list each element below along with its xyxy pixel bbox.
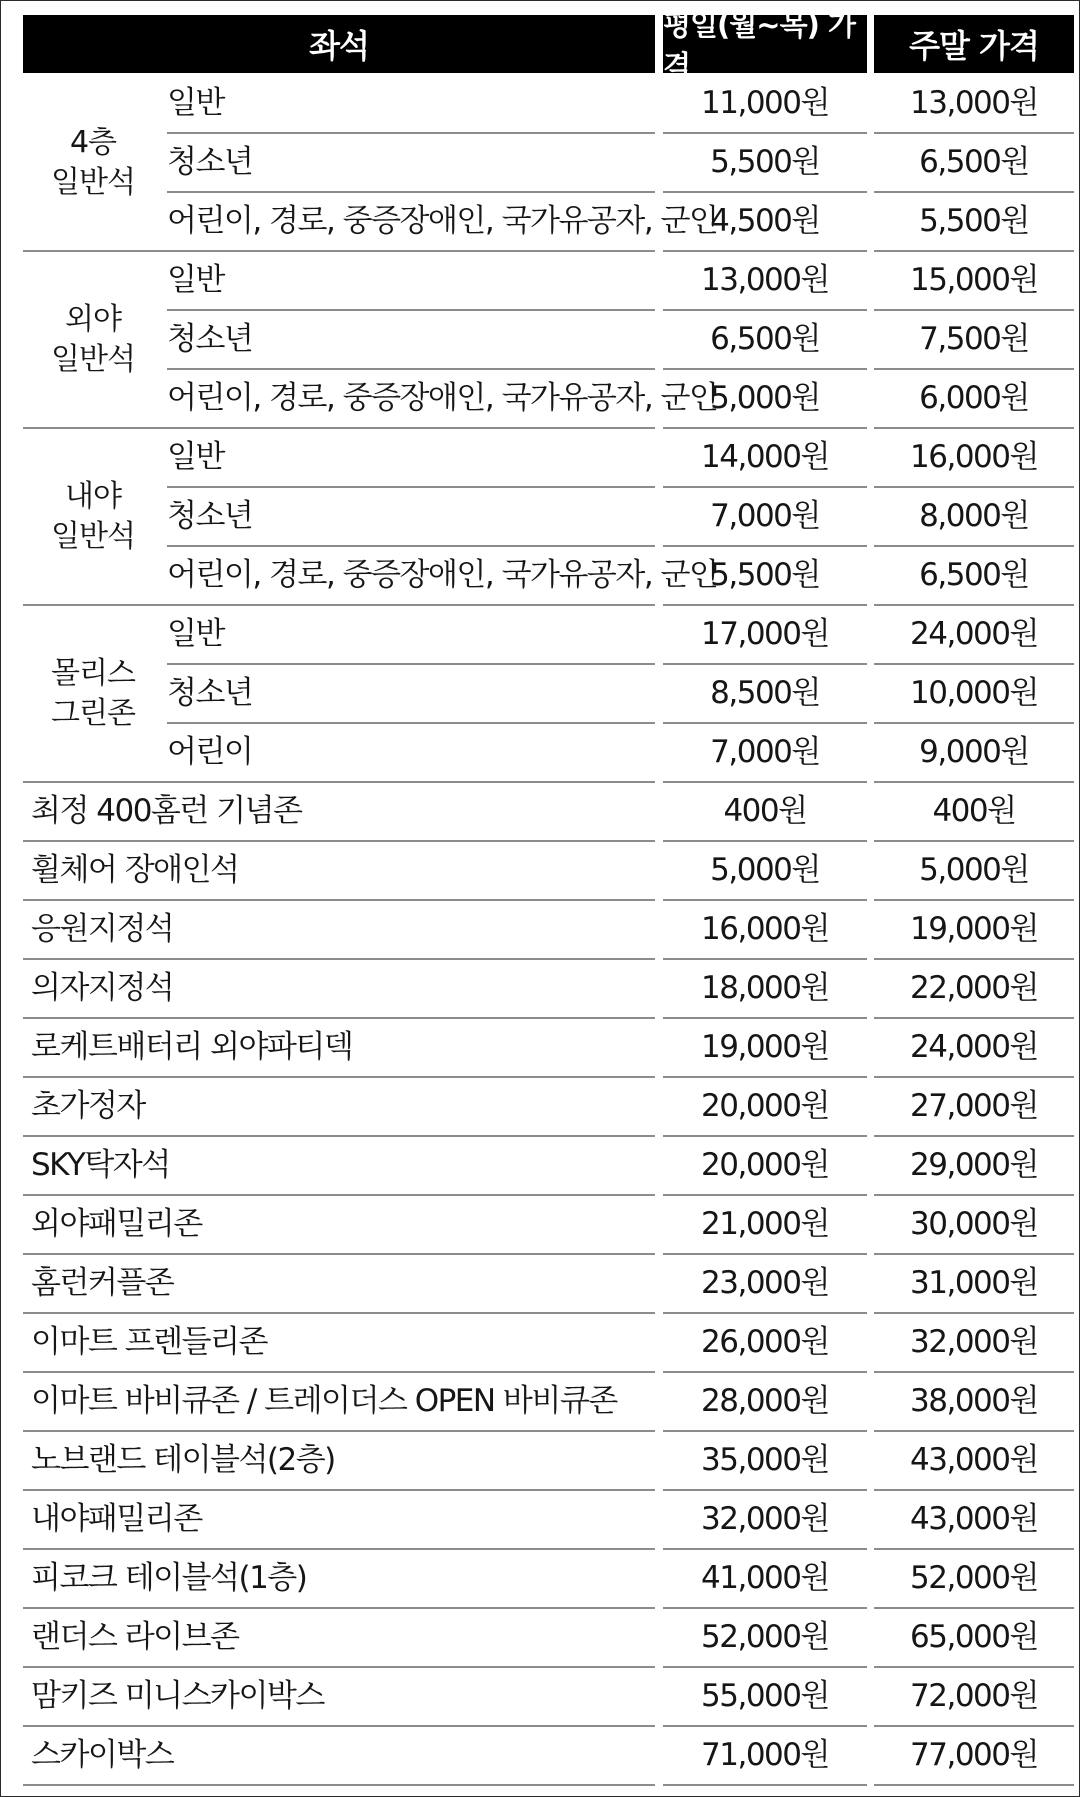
weekday-price: 41,000원: [701, 1560, 829, 1596]
weekend-price: 400원: [932, 793, 1016, 829]
sub-seat-label: 일반: [167, 616, 224, 652]
weekend-price: 13,000원: [910, 85, 1038, 121]
weekend-price: 29,000원: [910, 1147, 1038, 1183]
seat-label: 의자지정석: [31, 970, 174, 1006]
group-label-line: 일반석: [51, 518, 135, 554]
row-divider: [874, 1784, 1074, 1786]
group-label-line: 일반석: [51, 341, 135, 377]
weekend-price: 52,000원: [910, 1560, 1038, 1596]
sub-seat-label: 일반: [167, 85, 224, 121]
seat-label: 최정 400홈런 기념존: [31, 793, 302, 829]
row-divider: [23, 1784, 655, 1786]
weekend-price: 6,500원: [919, 557, 1029, 593]
weekday-price: 18,000원: [701, 970, 829, 1006]
weekday-price: 7,000원: [710, 734, 820, 770]
weekend-price: 43,000원: [910, 1501, 1038, 1537]
weekday-price: 21,000원: [701, 1206, 829, 1242]
header-weekday-price: 평일(월~목) 가격: [663, 15, 867, 73]
weekend-price: 43,000원: [910, 1442, 1038, 1478]
group-label-line: 내야: [65, 478, 121, 514]
weekend-price: 16,000원: [910, 439, 1038, 475]
group-label: [23, 300, 163, 380]
weekend-price: 15,000원: [910, 262, 1038, 298]
weekend-price: 6,500원: [919, 144, 1029, 180]
seat-label: 노브랜드 테이블석(2층): [31, 1442, 335, 1478]
group-label-line: 그린존: [51, 695, 135, 731]
seat-label: 홈런커플존: [31, 1265, 174, 1301]
weekday-price: 19,000원: [701, 1029, 829, 1065]
seat-label: 휠체어 장애인석: [31, 852, 239, 888]
weekend-price: 24,000원: [910, 1029, 1038, 1065]
seat-label: 피코크 테이블석(1층): [31, 1560, 307, 1596]
weekday-price: 13,000원: [701, 262, 829, 298]
sub-seat-label: 청소년: [167, 498, 253, 534]
group-divider: [23, 427, 655, 429]
weekend-price: 22,000원: [910, 970, 1038, 1006]
weekday-price: 4,500원: [710, 203, 820, 239]
row-divider: [663, 1784, 867, 1786]
seat-label: 맘키즈 미니스카이박스: [31, 1678, 324, 1714]
group-divider: [23, 604, 655, 606]
weekend-price: 77,000원: [910, 1737, 1038, 1773]
weekday-price: 23,000원: [701, 1265, 829, 1301]
weekend-price: 10,000원: [910, 675, 1038, 711]
sub-seat-label: 어린이: [167, 734, 253, 770]
weekend-price: 32,000원: [910, 1324, 1038, 1360]
weekday-price: 14,000원: [701, 439, 829, 475]
group-label-line: 4층: [69, 124, 117, 160]
weekday-price: 11,000원: [701, 85, 829, 121]
weekend-price: 30,000원: [910, 1206, 1038, 1242]
group-label-line: 일반석: [51, 164, 135, 200]
weekday-price: 17,000원: [701, 616, 829, 652]
header-weekend-price: 주말 가격: [874, 15, 1074, 73]
sub-seat-label: 청소년: [167, 144, 253, 180]
weekday-price: 20,000원: [701, 1147, 829, 1183]
weekday-price: 32,000원: [701, 1501, 829, 1537]
weekend-price: 72,000원: [910, 1678, 1038, 1714]
seat-label: 랜더스 라이브존: [31, 1619, 239, 1655]
weekday-price: 7,000원: [710, 498, 820, 534]
weekday-price: 5,500원: [710, 557, 820, 593]
group-label-line: 몰리스: [51, 655, 135, 691]
seat-label: 이마트 프렌들리존: [31, 1324, 267, 1360]
weekend-price: 27,000원: [910, 1088, 1038, 1124]
group-label: [23, 477, 163, 557]
sub-seat-label: 일반: [167, 439, 224, 475]
seat-label: 초가정자: [31, 1088, 145, 1124]
weekend-price: 38,000원: [910, 1383, 1038, 1419]
weekday-price: 6,500원: [710, 321, 820, 357]
weekday-price: 26,000원: [701, 1324, 829, 1360]
weekend-price: 9,000원: [919, 734, 1029, 770]
group-label-line: 외야: [65, 301, 121, 337]
weekend-price: 5,500원: [919, 203, 1029, 239]
weekday-price: 55,000원: [701, 1678, 829, 1714]
weekday-price: 71,000원: [701, 1737, 829, 1773]
seat-label: 외야패밀리존: [31, 1206, 202, 1242]
weekend-price: 7,500원: [919, 321, 1029, 357]
sub-seat-label: 어린이, 경로, 중증장애인, 국가유공자, 군인: [167, 557, 718, 593]
seat-label: 응원지정석: [31, 911, 174, 947]
weekday-price: 52,000원: [701, 1619, 829, 1655]
weekday-price: 5,000원: [710, 380, 820, 416]
weekend-price: 6,000원: [919, 380, 1029, 416]
weekend-price: 31,000원: [910, 1265, 1038, 1301]
seat-label: 이마트 바비큐존 / 트레이더스 OPEN 바비큐존: [31, 1383, 617, 1419]
group-label: [23, 123, 163, 203]
seat-label: SKY탁자석: [31, 1147, 170, 1183]
weekend-price: 65,000원: [910, 1619, 1038, 1655]
weekend-price: 19,000원: [910, 911, 1038, 947]
weekend-price: 5,000원: [919, 852, 1029, 888]
weekend-price: 24,000원: [910, 616, 1038, 652]
seat-label: 내야패밀리존: [31, 1501, 202, 1537]
weekday-price: 5,500원: [710, 144, 820, 180]
seat-label: 로케트배터리 외야파티덱: [31, 1029, 353, 1065]
sub-seat-label: 일반: [167, 262, 224, 298]
group-label: [23, 654, 163, 734]
weekday-price: 400원: [723, 793, 807, 829]
weekday-price: 16,000원: [701, 911, 829, 947]
weekday-price: 8,500원: [710, 675, 820, 711]
weekday-price: 35,000원: [701, 1442, 829, 1478]
weekday-price: 20,000원: [701, 1088, 829, 1124]
sub-seat-label: 청소년: [167, 321, 253, 357]
weekend-price: 8,000원: [919, 498, 1029, 534]
sub-seat-label: 어린이, 경로, 중증장애인, 국가유공자, 군인: [167, 380, 718, 416]
sub-seat-label: 어린이, 경로, 중증장애인, 국가유공자, 군인: [167, 203, 718, 239]
weekday-price: 5,000원: [710, 852, 820, 888]
seat-label: 스카이박스: [31, 1737, 174, 1773]
weekday-price: 28,000원: [701, 1383, 829, 1419]
group-divider: [23, 250, 655, 252]
header-seat: 좌석: [23, 15, 655, 73]
sub-seat-label: 청소년: [167, 675, 253, 711]
